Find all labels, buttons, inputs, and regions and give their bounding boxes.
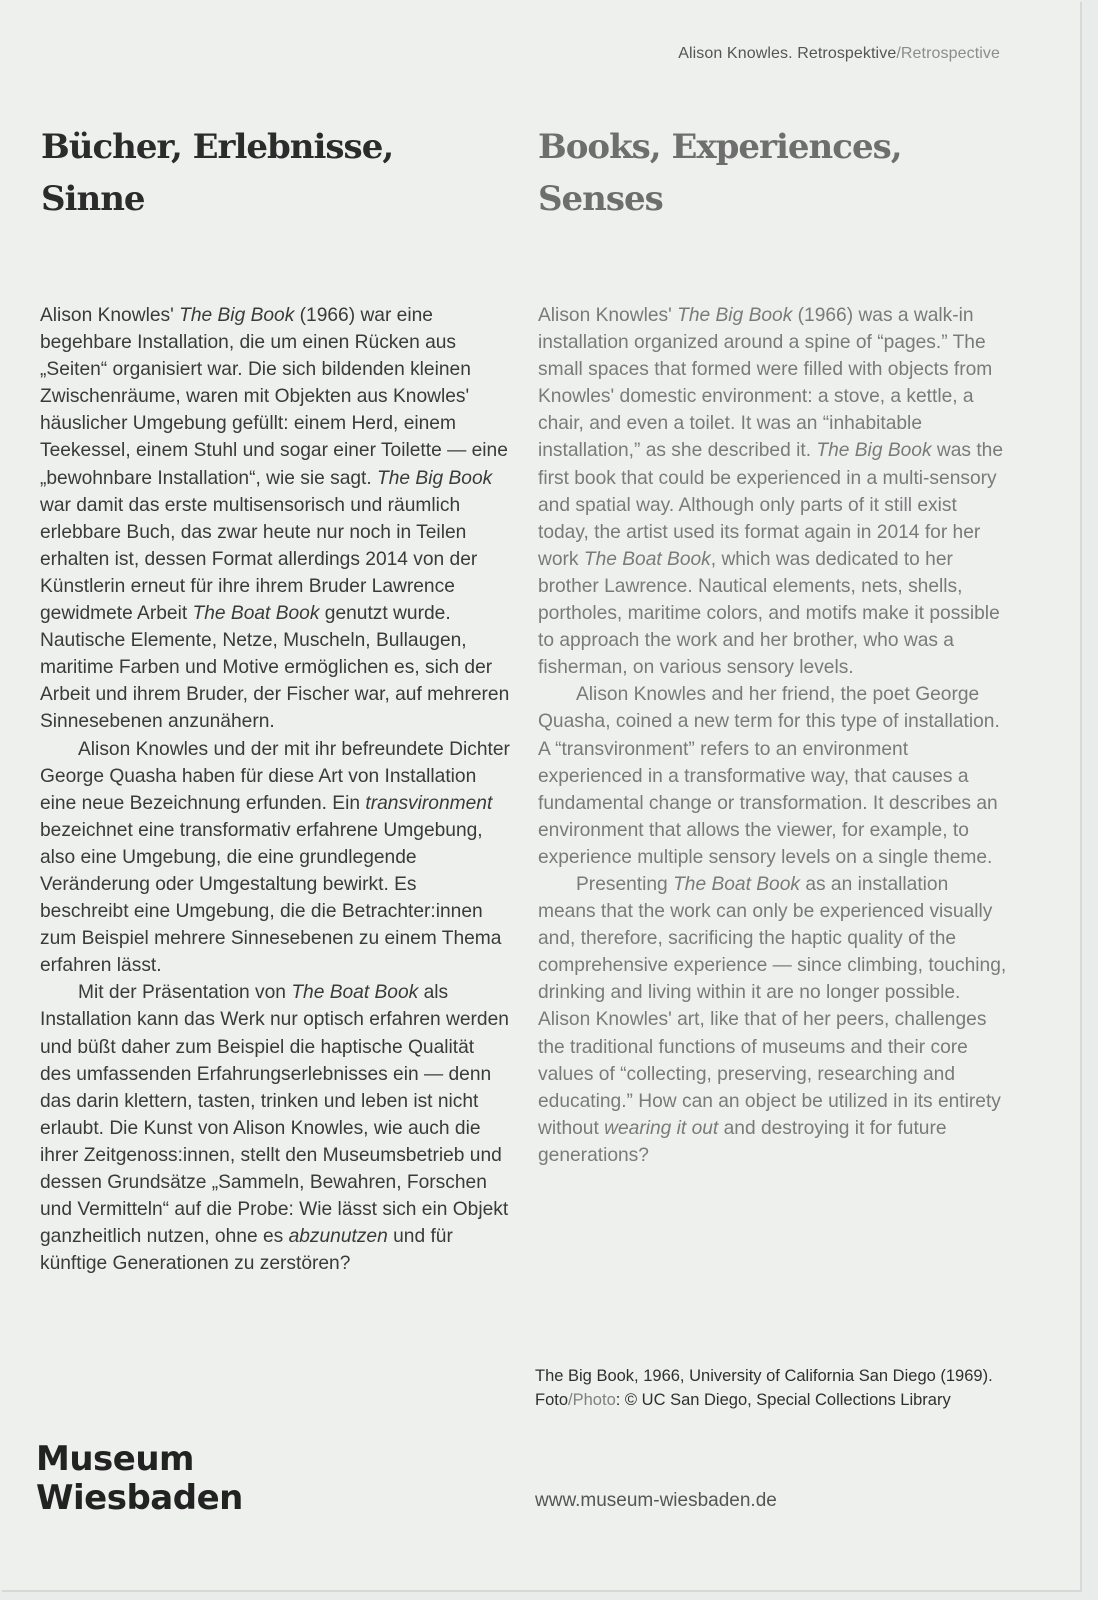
- text-run: and destroying it for future generations?: [538, 1117, 947, 1166]
- italic-title-run: The Boat Book: [673, 873, 800, 895]
- title-german-line-1: Bücher, Erlebnisse,: [41, 127, 394, 167]
- text-run: genutzt wurde. Nautische Elemente, Netze, Muscheln, Bullaugen, maritime Farben und Motive ermöglichen es, sich der Arbeit und ihrem Bruder, der Fischer war, auf mehreren Sinnesebenen anzunähern.: [40, 603, 510, 733]
- text-run: was the first book that could be experienced in a multi-sensory and spatial way. Although only parts of it still exist today, the artist used its format again in 2014 for her work: [538, 440, 1004, 570]
- title-german: [41, 121, 481, 225]
- text-run: Presenting: [576, 873, 674, 895]
- text-run: Alison Knowles and her friend, the poet George Quasha, coined a new term for this type of installation. A “transvironment” refers to an environment experienced in a transformative way, that causes a fundamental change or transformation. It describes an environment that allows the viewer, for example, to experience multiple sensory levels on a single theme.: [538, 684, 1000, 868]
- text-run: (1966) war eine begehbare Installation, die um einen Rücken aus „Seiten“ organisiert war. Die sich bildenden kleinen Zwischenräume, waren mit Objekten aus Knowles' häuslicher Umgebung gefüllt: einem Herd, einem Teekessel, einem Stuhl und sogar einer Toilette — eine „bewohnbare Installation“, wie sie sagt.: [40, 305, 508, 489]
- text-run: as an installation means that the work can only be experienced visually and, therefore, sacrificing the haptic quality of the comprehensive experience — since climbing, touching, drinking and living within it are no longer possible. Alison Knowles' art, like that of her peers, challenges the traditional functions of museums and their core values of “collecting, preserving, researching and educating.” How can an object be utilized in its entirety without: [538, 873, 1007, 1139]
- header-slash: /: [896, 45, 901, 62]
- body-german-paragraph: [40, 736, 510, 980]
- credit-slash: /: [568, 1391, 573, 1409]
- body-german-paragraph: [40, 302, 510, 736]
- image-credit: [535, 1364, 995, 1412]
- website-url: www.museum-wiesbaden.de: [535, 1490, 777, 1511]
- italic-title-run: The Boat Book: [291, 982, 419, 1004]
- title-english: [538, 121, 1008, 225]
- text-run: Alison Knowles': [538, 305, 678, 326]
- italic-title-run: The Big Book: [179, 305, 295, 326]
- text-run: und für künftige Generationen zu zerstören?: [40, 1226, 453, 1275]
- header-english: Retrospective: [900, 45, 1000, 62]
- text-run: als Installation kann das Werk nur optisch erfahren werden und büßt daher zum Beispiel die haptische Qualität des umfassenden Erfahrungserlebnisses ein — denn das darin klettern, tasten, trinken und leben ist nicht erlaubt. Die Kunst von Alison Knowles, wie auch die ihrer Zeitgenoss:innen, stellt den Museumsbetrieb und dessen Grundsätze „Sammeln, Bewahren, Forschen und Vermitteln“ auf die Probe: Wie lässt sich ein Objekt ganzheitlich nutzen, ohne es: [40, 982, 509, 1248]
- body-english-paragraph: [538, 681, 1008, 871]
- text-run: war damit das erste multisensorisch und räumlich erlebbare Buch, das zwar heute nur noch in Teilen erhalten ist, dessen Format allerdings 2014 von der Künstlerin erneut für ihre ihrem Bruder Lawrence gewidmete Arbeit: [40, 494, 478, 625]
- italic-title-run: The Big Book: [677, 305, 793, 326]
- italic-title-run: The Boat Book: [583, 548, 711, 570]
- text-run: Alison Knowles': [40, 305, 180, 326]
- italic-title-run: abzunutzen: [288, 1226, 388, 1248]
- body-german: [40, 302, 510, 1277]
- text-run: Mit der Präsentation von: [78, 982, 292, 1004]
- credit-text: The Big Book, 1966, University of California San Diego (1969). Foto: [535, 1367, 993, 1409]
- italic-title-run: transvironment: [365, 792, 493, 814]
- body-german-paragraph: [40, 979, 510, 1277]
- credit-rest: : © UC San Diego, Special Collections Library: [615, 1391, 951, 1409]
- italic-title-run: The Big Book: [816, 440, 932, 462]
- title-english-line-2: Senses: [538, 179, 663, 219]
- title-german-line-2: Sinne: [41, 179, 145, 219]
- text-run: (1966) was a walk-in installation organized around a spine of “pages.” The small spaces that formed were filled with objects from Knowles' domestic environment: a stove, a kettle, a chair, and even a toilet. It was an “inhabitable installation,” as she described it.: [538, 305, 993, 462]
- credit-photo-label: Photo: [572, 1391, 616, 1409]
- body-english-paragraph: [538, 302, 1008, 681]
- header-series-title: [678, 45, 1000, 63]
- body-english-paragraph: [538, 871, 1008, 1169]
- text-run: , which was dedicated to her brother Lawrence. Nautical elements, nets, shells, portholes, maritime colors, and motifs make it possible to approach the work and her brother, who was a fisherman, on various sensory levels.: [538, 548, 1000, 679]
- museum-logo: [36, 1440, 243, 1518]
- logo-line-1: Museum: [36, 1439, 194, 1479]
- text-run: Alison Knowles und der mit ihr befreundete Dichter George Quasha haben für diese Art von Installation eine neue Bezeichnung erfunden. Ein: [40, 738, 510, 814]
- logo-line-2: Wiesbaden: [36, 1478, 243, 1518]
- italic-title-run: The Big Book: [377, 467, 493, 489]
- italic-title-run: wearing it out: [604, 1117, 719, 1139]
- header-author: Alison Knowles. Retrospektive: [678, 45, 897, 62]
- italic-title-run: The Boat Book: [192, 603, 320, 625]
- body-english: [538, 302, 1008, 1169]
- text-run: bezeichnet eine transformativ erfahrene Umgebung, also eine Umgebung, die eine grundlegende Veränderung oder Umgestaltung bewirkt. Es beschreibt eine Umgebung, die die Betrachter:innen zum Beispiel mehrere Sinnesebenen zu einem Thema erfahren lässt.: [40, 819, 502, 977]
- title-english-line-1: Books, Experiences,: [538, 127, 902, 167]
